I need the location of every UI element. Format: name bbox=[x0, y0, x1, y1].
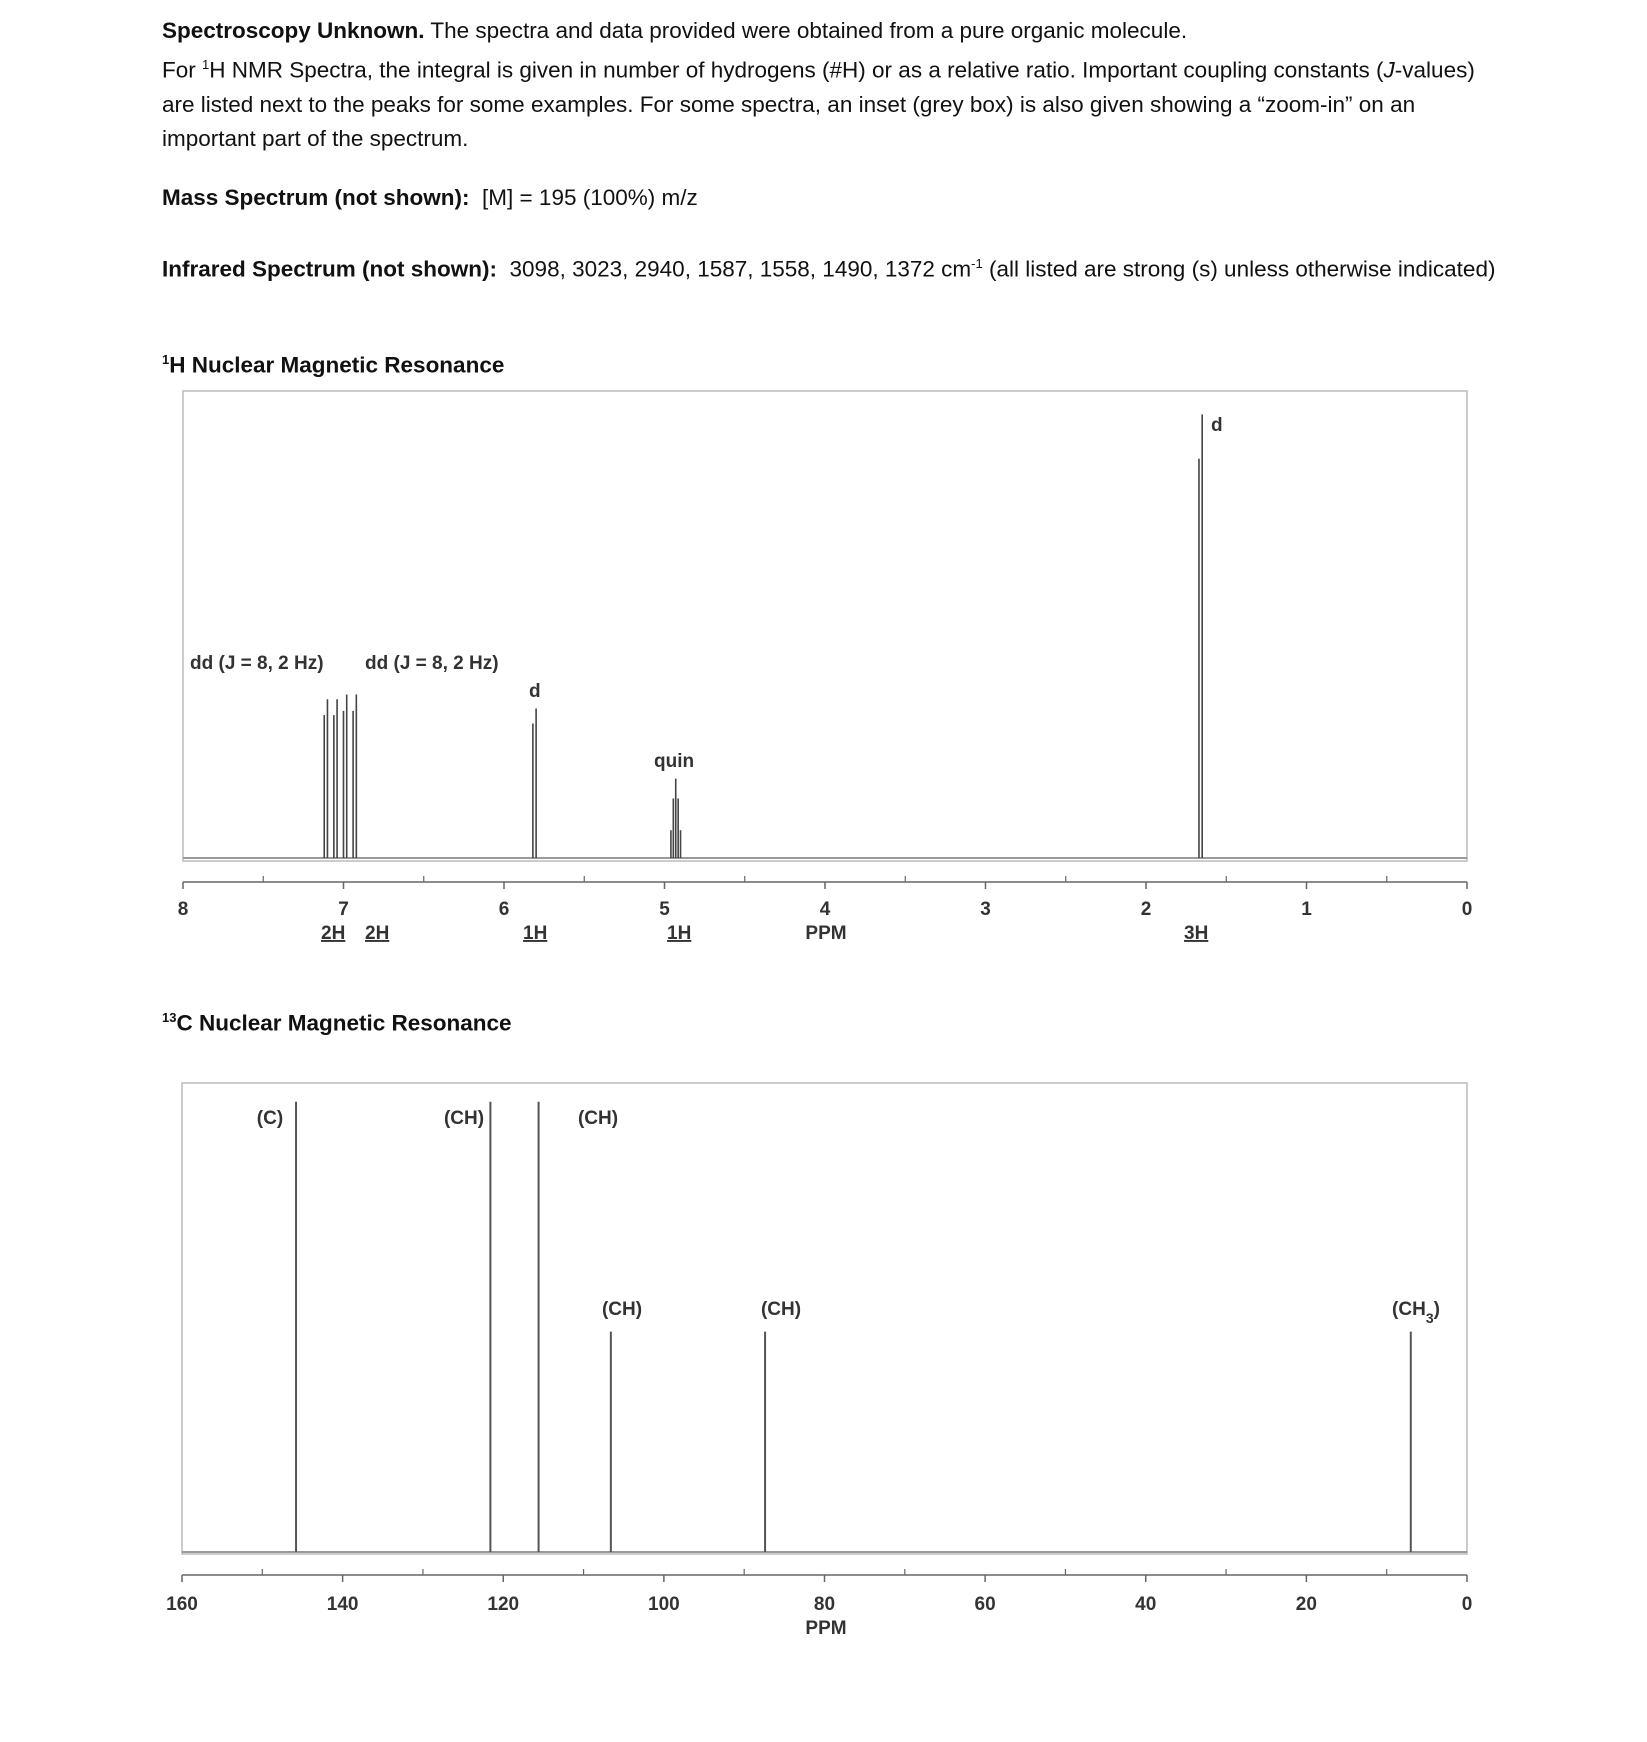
c-ppm-label: PPM bbox=[805, 1618, 847, 1639]
intro-line2-post: H NMR Spectra, the integral is given in number of hydrogens (#H) or as a relative ratio. Important coupling constants ( bbox=[209, 57, 1384, 83]
h-tick-label: 5 bbox=[659, 899, 670, 920]
c-label-1: (C) bbox=[256, 1108, 284, 1129]
h-tick-label: 3 bbox=[980, 899, 991, 920]
mass-value: [M] = 195 (100%) m/z bbox=[482, 185, 698, 210]
h-integral-5: 3H bbox=[1184, 923, 1209, 944]
c-sup: 13 bbox=[162, 1010, 177, 1025]
h-mult-2: dd (J = 8, 2 Hz) bbox=[365, 653, 499, 674]
ir-label: Infrared Spectrum (not shown): bbox=[162, 256, 498, 282]
c-label-2: (CH) bbox=[443, 1108, 485, 1129]
ir-sup: -1 bbox=[971, 256, 983, 271]
ir-value-post: (all listed are strong (s) unless otherwise indicated) bbox=[982, 256, 1496, 282]
h-ppm-label: PPM bbox=[805, 923, 847, 944]
h-title: H Nuclear Magnetic Resonance bbox=[169, 352, 505, 378]
intro-line2-pre: For bbox=[162, 57, 203, 83]
c-tick-label: 160 bbox=[166, 1594, 198, 1615]
c-label-6: $(CH_3)$ bbox=[1392, 1299, 1440, 1326]
intro-j: J bbox=[1383, 57, 1395, 83]
c-tick-label: 20 bbox=[1295, 1594, 1317, 1615]
c-tick-label: 0 bbox=[1461, 1594, 1473, 1615]
h-tick-label: 6 bbox=[498, 899, 510, 920]
h-tick-label: 2 bbox=[1140, 899, 1152, 920]
h-tick-label: 8 bbox=[177, 899, 189, 920]
h-mult-5: d bbox=[1211, 415, 1223, 436]
h-integral-1: 2H bbox=[321, 923, 346, 944]
h-integral-2: 2H bbox=[365, 923, 390, 944]
h-integral-4: 1H bbox=[667, 923, 692, 944]
c-tick-label: 120 bbox=[487, 1594, 520, 1615]
c-tick-label: 140 bbox=[326, 1594, 359, 1615]
c-label-4: (CH) bbox=[601, 1299, 643, 1320]
c-tick-label: 100 bbox=[648, 1594, 680, 1615]
h-sup: 1 bbox=[162, 352, 170, 367]
intro-line1: The spectra and data provided were obtained from a pure organic molecule. bbox=[424, 18, 1188, 43]
c-label-5: (CH) bbox=[760, 1299, 802, 1320]
c-tick-label: 60 bbox=[974, 1594, 996, 1615]
intro-title: Spectroscopy Unknown. bbox=[162, 18, 425, 43]
h-tick-label: 0 bbox=[1461, 899, 1473, 920]
c-label-3: (CH) bbox=[577, 1108, 619, 1129]
h-tick-label: 4 bbox=[819, 899, 831, 920]
c-plot-frame bbox=[182, 1083, 1467, 1554]
c-tick-label: 80 bbox=[813, 1594, 836, 1615]
h-mult-4: quin bbox=[654, 751, 695, 772]
mass-label: Mass Spectrum (not shown): bbox=[162, 185, 470, 210]
h-tick-label: 7 bbox=[338, 899, 349, 920]
h-tick-label: 1 bbox=[1301, 899, 1312, 920]
c-title: C Nuclear Magnetic Resonance bbox=[176, 1010, 512, 1036]
h-integral-3: 1H bbox=[523, 923, 548, 944]
c-tick-label: 40 bbox=[1135, 1594, 1157, 1615]
intro-sup: 1 bbox=[202, 57, 210, 72]
h-mult-3: d bbox=[529, 681, 541, 702]
h-mult-1: dd (J = 8, 2 Hz) bbox=[190, 653, 324, 674]
intro-line2-end: -values) are listed next to the peaks for some examples. For some spectra, an inset (grey box) is also given showing a “zoom-in” on an important part of the spectrum. bbox=[162, 57, 1475, 151]
ir-value-pre: 3098, 3023, 2940, 1587, 1558, 1490, 1372 cm bbox=[509, 256, 972, 282]
